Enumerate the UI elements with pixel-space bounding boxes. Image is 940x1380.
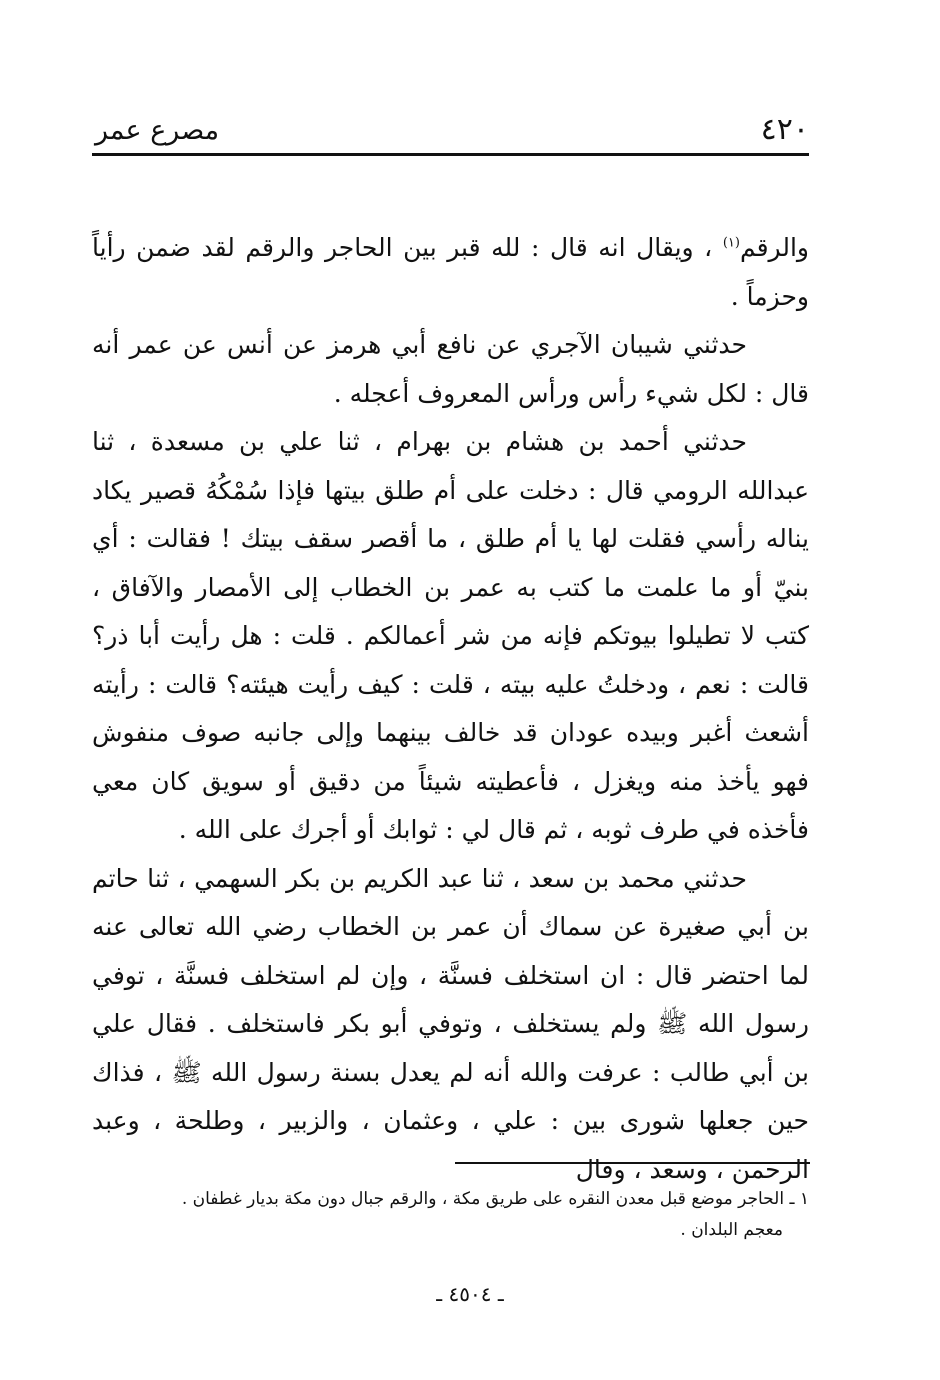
- main-text: [92, 224, 809, 1194]
- folio-number: ـ ٤٥٠٤ ـ: [436, 1282, 504, 1306]
- paragraph-2: حدثني شيبان الآجري عن نافع أبي هرمز عن أنس عن عمر أنه قال : لكل شيء رأس ورأس المعروف أعجله .: [92, 330, 809, 408]
- footnote-1: ١ ـ الحاجر موضع قبل معدن النقره على طريق مكة ، والرقم جبال دون مكة بديار غطفان .: [181, 1189, 809, 1209]
- footnote-reference: (١): [722, 235, 740, 251]
- paragraph-1: [92, 224, 809, 321]
- page-header: [95, 112, 809, 152]
- paragraph-1-start: والرقم: [739, 233, 809, 262]
- footnote-1-continuation: معجم البلدان .: [680, 1220, 783, 1240]
- header-rule: [92, 153, 809, 156]
- footnote-separator: [455, 1162, 810, 1164]
- footnotes: [92, 1184, 809, 1246]
- paragraph-3: حدثني أحمد بن هشام بن بهرام ، ثنا علي بن مسعدة ، ثنا عبدالله الرومي قال : دخلت على أم طلق بيتها فإذا سُمْكُهُ قصير يكاد يناله رأسي فقلت لها يا أم طلق ، ما أقصر سقف بيتك ! فقالت : أي بنيّ أو ما علمت ما كتب به عمر بن الخطاب إلى الأمصار والآفاق ، كتب لا تطيلوا بيوتكم فإنه من شر أعمالكم . قلت : هل رأيت أبا ذر؟ قالت : نعم ، ودخلتُ عليه بيته ، قلت : كيف رأيت هيئته؟ قالت : رأيته أشعث أغبر وبيده عودان قد خالف بينهما وإلى جانبه صوف منفوش فهو يأخذ منه ويغزل ، فأعطيته شيئاً من دقيق أو سويق كان معي فأخذه في طرف ثوبه ، ثم قال لي : ثوابك أو أجرك على الله .: [92, 427, 809, 844]
- paragraph-1-rest: ، ويقال انه قال : لله قبر بين الحاجر والرقم لقد ضمن رأياً وحزماً .: [92, 233, 809, 311]
- running-title: مصرع عمر: [95, 115, 220, 146]
- page-number: ٤٢٠: [760, 112, 809, 147]
- paragraph-4: حدثني محمد بن سعد ، ثنا عبد الكريم بن بكر السهمي ، ثنا حاتم بن أبي صغيرة عن سماك أن عمر بن الخطاب رضي الله تعالى عنه لما احتضر قال : ان استخلف فسنَّة ، وإن لم استخلف فسنَّة ، توفي رسول الله ﷺ ولم يستخلف ، وتوفي أبو بكر فاستخلف . فقال علي بن أبي طالب : عرفت والله أنه لم يعدل بسنة رسول الله ﷺ ، فذاك حين جعلها شورى بين : علي ، وعثمان ، والزبير ، وطلحة ، وعبد الرحمن ، وسعد ، وقال: [92, 863, 809, 1184]
